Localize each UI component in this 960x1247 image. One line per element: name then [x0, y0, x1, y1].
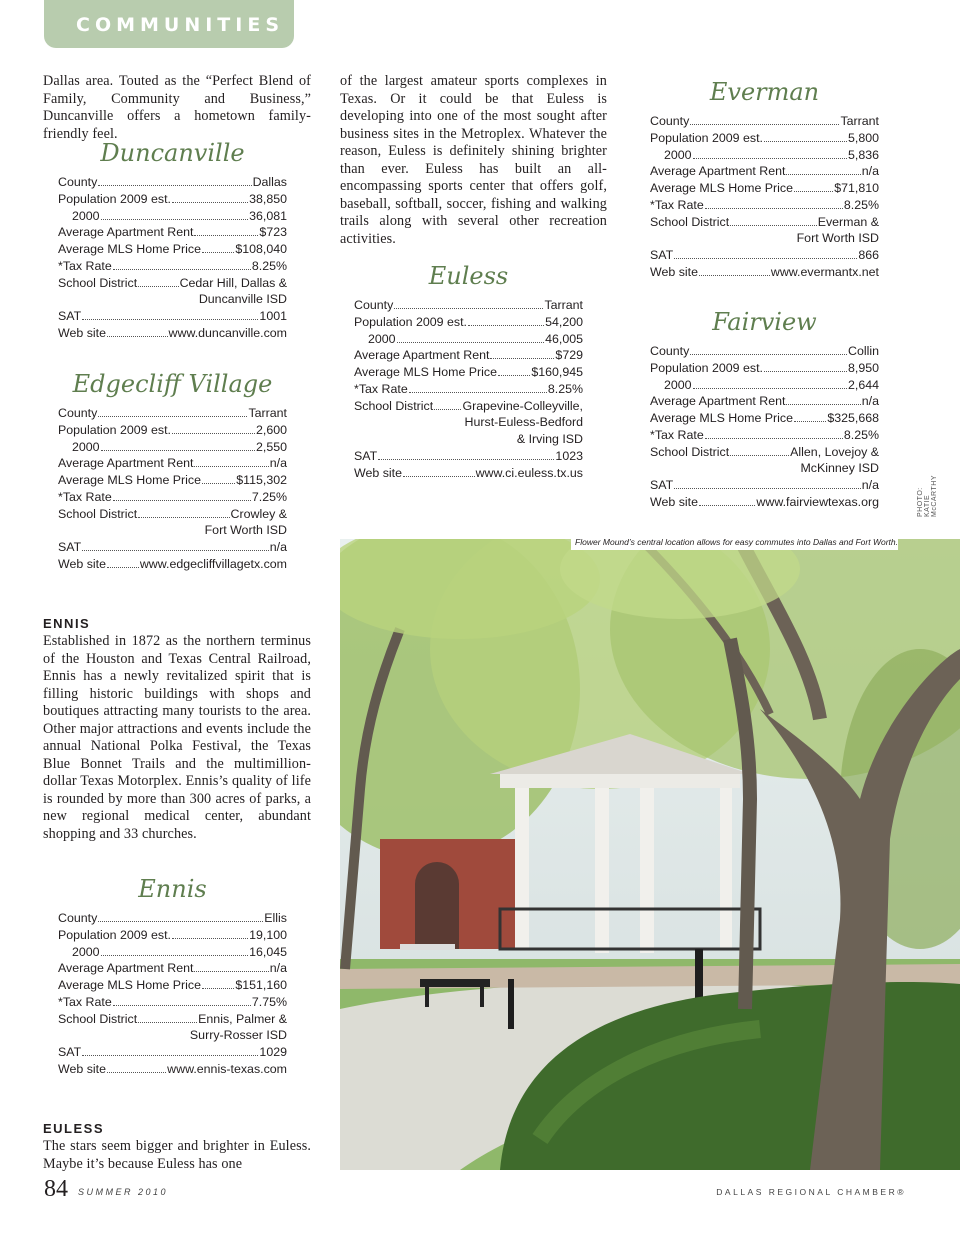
stat-row-mls [650, 410, 879, 427]
stat-label: Average MLS Home Price [650, 181, 794, 195]
dot-leader [434, 409, 461, 410]
stat-row-pop2009 [650, 130, 879, 147]
stat-value: Everman & [817, 214, 879, 229]
stat-row-sat [650, 477, 879, 494]
stat-row-tax [650, 427, 879, 444]
dot-leader [107, 1072, 166, 1073]
stat-block-ennis [58, 874, 287, 1078]
dot-leader [82, 319, 258, 320]
stat-value: n/a [269, 540, 287, 554]
stat-row-rent [650, 163, 879, 180]
dot-leader [113, 500, 251, 501]
stat-row-tax [650, 197, 879, 214]
city-name-title: Edgecliff Village [72, 370, 273, 398]
stat-row-pop2000 [650, 377, 879, 394]
stat-row-web [58, 1061, 287, 1078]
stat-value: 1001 [259, 309, 287, 323]
school-district-continued: & Irving ISD [516, 432, 583, 446]
stat-row-tax [58, 994, 287, 1011]
dot-leader [705, 438, 843, 439]
stat-value: Cedar Hill, Dallas & [179, 275, 287, 290]
dot-leader [113, 269, 251, 270]
park-scene-illustration [340, 539, 960, 1170]
stat-label: County [58, 175, 98, 189]
stat-value: $723 [259, 225, 287, 240]
stat-label: County [650, 344, 690, 358]
stat-value: 8.25% [843, 427, 879, 442]
stat-value: Tarrant [544, 298, 583, 312]
stat-value: Collin [848, 344, 879, 358]
stat-row-tax [58, 489, 287, 506]
stat-row-county [58, 405, 287, 422]
stat-label: School District [58, 506, 138, 521]
dot-leader [699, 275, 770, 276]
dot-leader [98, 185, 251, 186]
stat-row-school [58, 1011, 287, 1028]
dot-leader [194, 235, 258, 236]
stat-label: Average MLS Home Price [58, 473, 202, 487]
stat-value: Tarrant [840, 114, 879, 128]
stat-label: SAT [58, 309, 82, 323]
stat-value: Grapevine-Colleyville, [462, 398, 583, 413]
stat-row-mls [650, 180, 879, 197]
stat-row-rent [58, 224, 287, 241]
stat-block-edgecliff [58, 369, 287, 573]
city-name-title: Fairview [712, 308, 817, 336]
dot-leader [786, 174, 860, 175]
stat-value[interactable]: www.ennis-texas.com [167, 1061, 287, 1076]
dot-leader [138, 517, 229, 518]
stat-label: SAT [354, 448, 378, 463]
dot-leader [730, 455, 789, 456]
dot-leader [490, 358, 554, 359]
stat-row-school [650, 444, 879, 461]
stat-value: 2,644 [847, 377, 879, 392]
ennis-body: Established in 1872 as the northern terminus of the Houston and Texas Central Railroad, Ennis has a newly revitalized spirit that is filling historic buildings with shops and boutiques attracting many tourists to the area. Other major attractions and events include the annual National Polka Festival, the Texas Blue Bonnet Trails and the multimillion-dollar Texas Motorplex. Ennis’s quality of life is rounded by more than 300 acres of parks, a new regional medical center, abundant shopping and 33 churches. [43, 633, 311, 842]
stat-row-mls [58, 241, 287, 258]
dot-leader [107, 567, 139, 568]
dot-leader [138, 1022, 197, 1023]
stat-row-web [58, 325, 287, 342]
stat-label: Population 2009 est. [58, 927, 171, 942]
stat-value: 5,836 [847, 147, 879, 162]
stat-value[interactable]: www.duncanville.com [168, 325, 287, 340]
dot-leader [172, 938, 248, 939]
stat-row-county [650, 113, 879, 130]
euless-heading: EULESS [43, 1121, 105, 1136]
stat-row-web [354, 465, 583, 482]
stat-value: Tarrant [248, 406, 287, 420]
section-tab: COMMUNITIES [44, 0, 294, 48]
dot-leader [202, 483, 235, 484]
stat-label: *Tax Rate [354, 381, 408, 396]
stat-label: 2000 [368, 331, 396, 346]
stat-value: 2,600 [255, 422, 287, 437]
stat-block-duncanville [58, 138, 287, 342]
stat-label: County [58, 406, 98, 420]
stat-label: School District [58, 275, 138, 290]
stat-value: 5,800 [847, 130, 879, 145]
dot-leader [397, 342, 545, 343]
dot-leader [113, 1005, 251, 1006]
stat-value: $729 [555, 348, 583, 363]
stat-value: 46,005 [545, 331, 583, 346]
dot-leader [202, 988, 234, 989]
school-district-continued: McKinney ISD [800, 461, 879, 476]
stat-value: 8.25% [843, 197, 879, 212]
stat-value: Crowley & [230, 506, 287, 521]
dot-leader [730, 225, 817, 226]
stat-row-pop2009 [58, 191, 287, 208]
stat-row-web [650, 264, 879, 281]
city-name-title: Duncanville [100, 139, 245, 167]
stat-label: County [354, 298, 394, 312]
stat-label: *Tax Rate [58, 489, 112, 504]
stat-row-pop2009 [58, 422, 287, 439]
dot-leader [468, 325, 544, 326]
stat-value: 8.25% [547, 381, 583, 396]
stat-label: Average Apartment Rent [650, 394, 786, 409]
city-name-title: Ennis [138, 875, 207, 903]
stat-row-mls [58, 472, 287, 489]
stat-row-rent [650, 393, 879, 410]
stat-label: Web site [58, 325, 106, 340]
stat-label: School District [650, 444, 730, 459]
stat-label: Average Apartment Rent [58, 456, 194, 471]
euless-intro-continued: of the largest amateur sports complexes in Texas. Or it could be that Euless is developing into one of the most sought after business sites in the Metroplex. Whatever the reason, Euless is definitely shining brighter than ever. Euless has built an all-encompassing sports center that offers golf, baseball, softball, soccer, fishing and walking trails along with several other recreation activities. [340, 73, 607, 247]
park-gazebo-photo [340, 539, 960, 1170]
stat-row-pop2000 [58, 944, 287, 961]
publication-name: DALLAS REGIONAL CHAMBER® [716, 1187, 906, 1197]
stat-row-pop2000 [650, 147, 879, 164]
stat-label: Average MLS Home Price [58, 978, 202, 992]
stat-label: County [650, 114, 690, 128]
stat-row-sat [650, 247, 879, 264]
school-district-continued: Fort Worth ISD [796, 231, 879, 246]
dot-leader [674, 488, 861, 489]
stat-value: $160,945 [531, 365, 583, 379]
dot-leader [690, 124, 839, 125]
stat-row-school [650, 214, 879, 231]
stat-label: 2000 [664, 377, 692, 392]
stat-label: 2000 [72, 208, 100, 223]
stat-label: Population 2009 est. [650, 360, 763, 375]
dot-leader [172, 433, 255, 434]
stat-row-pop2009 [58, 927, 287, 944]
stat-value: 36,081 [249, 208, 287, 223]
stat-label: Average Apartment Rent [650, 164, 786, 179]
dot-leader [705, 208, 843, 209]
stat-value: $108,040 [235, 242, 287, 256]
dot-leader [693, 388, 847, 389]
stat-value: n/a [861, 394, 879, 409]
stat-value: 54,200 [545, 314, 583, 329]
stat-label: SAT [58, 1045, 82, 1059]
stat-label: Average MLS Home Price [650, 411, 794, 425]
stat-value: 8,950 [847, 360, 879, 375]
stat-row-sat [58, 539, 287, 556]
dot-leader [764, 141, 847, 142]
stat-row-county [58, 910, 287, 927]
stat-row-pop2000 [354, 331, 583, 348]
dot-leader [394, 308, 543, 309]
stat-row-tax [354, 381, 583, 398]
stat-block-fairview [650, 307, 879, 511]
stat-row-pop2009 [650, 360, 879, 377]
ennis-heading: ENNIS [43, 616, 91, 631]
dot-leader [98, 921, 263, 922]
stat-value: 8.25% [251, 258, 287, 273]
dot-leader [764, 371, 847, 372]
dot-leader [699, 505, 755, 506]
stat-label: Average Apartment Rent [58, 225, 194, 240]
stat-row-rent [58, 960, 287, 977]
stat-label: Average MLS Home Price [354, 365, 498, 379]
stat-row-web [58, 556, 287, 573]
stat-value[interactable]: www.ci.euless.tx.us [475, 465, 583, 480]
stat-value: $115,302 [236, 473, 287, 487]
stat-row-school [58, 275, 287, 292]
stat-row-web [650, 494, 879, 511]
stat-label: Average Apartment Rent [354, 348, 490, 363]
dot-leader [202, 252, 234, 253]
dot-leader [82, 1055, 258, 1056]
stat-label: Web site [650, 264, 698, 279]
dot-leader [794, 421, 826, 422]
dot-leader [194, 971, 268, 972]
stat-label: 2000 [664, 147, 692, 162]
dot-leader [674, 258, 857, 259]
stat-label: Average MLS Home Price [58, 242, 202, 256]
stat-value: Dallas [252, 175, 287, 189]
stat-value: 16,045 [249, 944, 287, 959]
stat-label: Web site [58, 1061, 106, 1076]
dot-leader [194, 466, 268, 467]
stat-label: Web site [354, 465, 402, 480]
stat-label: SAT [650, 478, 674, 492]
stat-row-rent [58, 455, 287, 472]
stat-value: Ellis [264, 911, 287, 925]
dot-leader [172, 202, 248, 203]
stat-row-tax [58, 258, 287, 275]
photo-caption: Flower Mound’s central location allows for easy commutes into Dallas and Fort Worth. [571, 537, 898, 550]
stat-value: 1029 [259, 1045, 287, 1059]
stat-row-school [58, 506, 287, 523]
stat-value: n/a [861, 478, 879, 492]
stat-value: 7.75% [251, 994, 287, 1009]
stat-value: 866 [858, 248, 879, 262]
stat-label: Population 2009 est. [650, 130, 763, 145]
stat-label: Population 2009 est. [354, 314, 467, 329]
stat-block-everman [650, 77, 879, 281]
stat-row-school [354, 398, 583, 415]
dot-leader [403, 476, 475, 477]
stat-row-rent [354, 347, 583, 364]
stat-value: 19,100 [249, 927, 287, 942]
stat-row-pop2000 [58, 208, 287, 225]
dot-leader [101, 450, 255, 451]
stat-label: Average Apartment Rent [58, 961, 194, 976]
dot-leader [107, 336, 168, 337]
stat-value: 2,550 [255, 439, 287, 454]
stat-row-sat [58, 1044, 287, 1061]
stat-row-pop2009 [354, 314, 583, 331]
stat-label: School District [650, 214, 730, 229]
stat-value: $71,810 [834, 181, 879, 195]
stat-label: County [58, 911, 98, 925]
issue-label: SUMMER 2010 [78, 1187, 169, 1197]
euless-body: The stars seem bigger and brighter in Euless. Maybe it’s because Euless has one [43, 1138, 311, 1172]
duncanville-intro: Dallas area. Touted as the “Perfect Blend of Family, Community and Business,” Duncanville offers a hometown family-friendly feel. [43, 73, 311, 142]
stat-value: Allen, Lovejoy & [790, 444, 879, 459]
stat-label: School District [58, 1011, 138, 1026]
school-district-continued: Hurst-Euless-Bedford [464, 415, 583, 430]
stat-label: Population 2009 est. [58, 191, 171, 206]
stat-value[interactable]: www.evermantx.net [770, 264, 879, 279]
stat-value: $325,668 [827, 411, 879, 425]
stat-value: Ennis, Palmer & [198, 1011, 287, 1026]
stat-label: *Tax Rate [650, 427, 704, 442]
stat-value: n/a [269, 456, 287, 471]
dot-leader [690, 354, 847, 355]
stat-label: SAT [58, 540, 82, 554]
school-district-continued: Fort Worth ISD [204, 523, 287, 538]
school-district-continued: Duncanville ISD [198, 292, 287, 307]
stat-value: 38,850 [249, 191, 287, 206]
stat-value: $151,160 [235, 978, 287, 992]
stat-label: Population 2009 est. [58, 422, 171, 437]
city-name-title: Everman [709, 78, 820, 106]
stat-label: *Tax Rate [650, 197, 704, 212]
stat-label: 2000 [72, 944, 100, 959]
dot-leader [794, 191, 833, 192]
dot-leader [786, 404, 860, 405]
stat-row-mls [58, 977, 287, 994]
stat-row-sat [58, 308, 287, 325]
stat-label: Web site [58, 556, 106, 571]
stat-label: *Tax Rate [58, 994, 112, 1009]
stat-value: n/a [861, 164, 879, 179]
stat-block-euless [354, 261, 583, 481]
school-district-continued: Surry-Rosser ISD [189, 1028, 287, 1043]
dot-leader [82, 550, 269, 551]
dot-leader [409, 392, 547, 393]
stat-value: n/a [269, 961, 287, 976]
stat-label: *Tax Rate [58, 258, 112, 273]
stat-value: 1023 [555, 448, 583, 463]
stat-row-county [650, 343, 879, 360]
stat-row-sat [354, 448, 583, 465]
city-name-title: Euless [428, 262, 509, 290]
stat-row-pop2000 [58, 439, 287, 456]
stat-row-county [354, 297, 583, 314]
stat-row-mls [354, 364, 583, 381]
stat-label: SAT [650, 248, 674, 262]
dot-leader [101, 219, 249, 220]
stat-value[interactable]: www.fairviewtexas.org [756, 494, 879, 509]
dot-leader [138, 286, 178, 287]
stat-value: 7.25% [251, 489, 287, 504]
page-number: 84 [44, 1176, 68, 1202]
stat-row-county [58, 174, 287, 191]
photo-credit: PHOTO: KATIE McCARTHY [917, 475, 938, 517]
dot-leader [498, 375, 530, 376]
dot-leader [378, 459, 554, 460]
dot-leader [101, 955, 249, 956]
stat-value[interactable]: www.edgecliffvillagetx.com [139, 556, 287, 571]
dot-leader [98, 416, 247, 417]
stat-label: 2000 [72, 439, 100, 454]
stat-label: School District [354, 398, 434, 413]
stat-label: Web site [650, 494, 698, 509]
dot-leader [693, 158, 847, 159]
